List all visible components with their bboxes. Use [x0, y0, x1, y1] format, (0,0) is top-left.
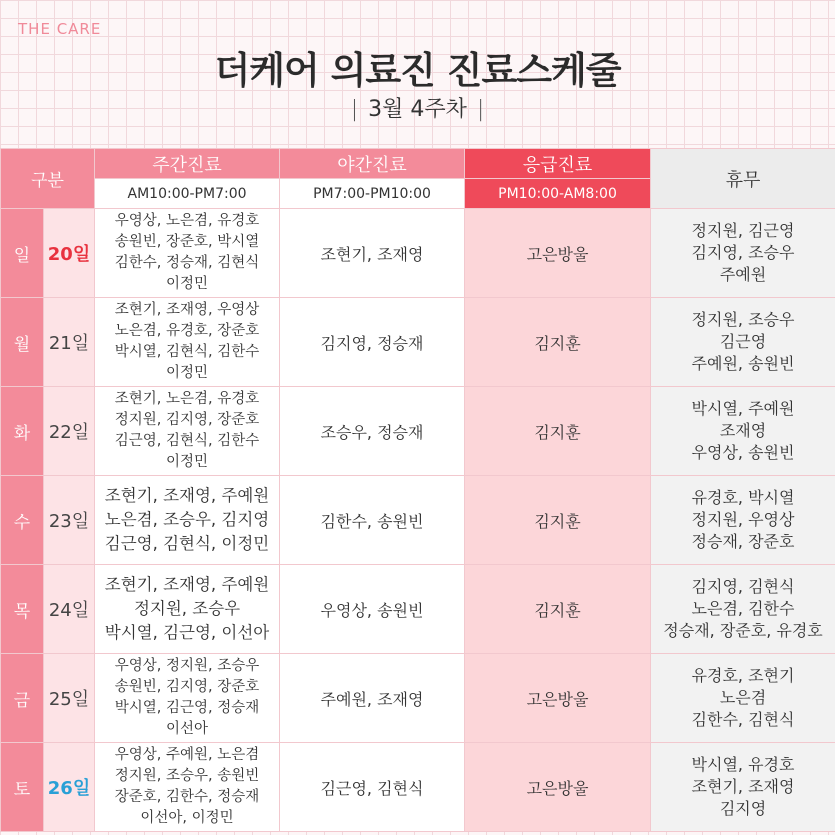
header-emergency-shift: 응급진료	[465, 149, 651, 179]
emergency-shift-cell: 고은방울	[465, 654, 651, 743]
staff-line: 김근영, 김현식, 김한수	[114, 433, 260, 449]
off-duty-cell	[651, 476, 835, 565]
staff-line: 이선아, 이정민	[140, 810, 234, 826]
weekday-cell: 일	[1, 209, 44, 298]
night-shift-cell: 조현기, 조재영	[280, 209, 465, 298]
date-cell: 21일	[44, 298, 95, 387]
staff-line: 송원빈, 장준호, 박시열	[114, 234, 260, 250]
emergency-shift-hours: PM10:00-AM8:00	[465, 179, 651, 209]
night-shift-cell: 김지영, 정승재	[280, 298, 465, 387]
staff-line: 김지영, 김현식	[691, 577, 795, 596]
schedule-table	[0, 148, 835, 832]
staff-line: 정승재, 장준호, 유경호	[663, 621, 823, 640]
schedule-row	[1, 298, 835, 387]
staff-line: 박시열, 김근영, 정승재	[114, 700, 260, 716]
day-shift-cell	[95, 387, 280, 476]
staff-line: 이정민	[166, 276, 209, 292]
day-shift-cell	[95, 209, 280, 298]
date-cell: 24일	[44, 565, 95, 654]
day-shift-hours: AM10:00-PM7:00	[95, 179, 280, 209]
day-shift-cell	[95, 565, 280, 654]
staff-line: 박시열, 주예원	[691, 399, 795, 418]
header-day-shift: 주간진료	[95, 149, 280, 179]
staff-line: 우영상, 주예원, 노은겸	[114, 747, 260, 763]
staff-line: 유경호, 조현기	[691, 666, 795, 685]
staff-line: 정지원, 우영상	[691, 510, 795, 529]
staff-line: 정지원, 김근영	[691, 221, 795, 240]
staff-line: 이정민	[166, 454, 209, 470]
weekday-cell: 금	[1, 654, 44, 743]
staff-line: 우영상, 노은겸, 유경호	[114, 213, 260, 229]
page-title: 더케어 의료진 진료스케줄	[214, 49, 621, 92]
staff-line: 조재영	[719, 421, 767, 440]
emergency-shift-cell: 고은방울	[465, 209, 651, 298]
staff-line: 박시열, 김현식, 김한수	[114, 344, 260, 360]
date-cell: 23일	[44, 476, 95, 565]
emergency-shift-cell: 김지훈	[465, 565, 651, 654]
date-cell: 22일	[44, 387, 95, 476]
off-duty-cell	[651, 387, 835, 476]
staff-line: 유경호, 박시열	[691, 488, 795, 507]
emergency-shift-cell: 김지훈	[465, 387, 651, 476]
date-cell: 20일	[44, 209, 95, 298]
night-shift-hours: PM7:00-PM10:00	[280, 179, 465, 209]
staff-line: 정지원, 조승우	[133, 599, 241, 618]
staff-line: 김근영	[719, 332, 767, 351]
off-duty-cell	[651, 654, 835, 743]
weekday-cell: 수	[1, 476, 44, 565]
staff-line: 장준호, 김한수, 정승재	[114, 789, 260, 805]
off-duty-cell	[651, 298, 835, 387]
schedule-row	[1, 476, 835, 565]
staff-line: 박시열, 유경호	[691, 755, 795, 774]
staff-line: 김한수, 김현식	[691, 710, 795, 729]
day-shift-cell	[95, 476, 280, 565]
staff-line: 우영상, 송원빈	[691, 443, 795, 462]
staff-line: 노은겸	[719, 688, 767, 707]
day-shift-cell	[95, 298, 280, 387]
day-shift-cell	[95, 654, 280, 743]
divider-right: |	[476, 97, 485, 122]
schedule-row	[1, 209, 835, 298]
staff-line: 노은겸, 유경호, 장준호	[114, 323, 260, 339]
day-shift-cell	[95, 743, 280, 832]
divider-left: |	[350, 97, 359, 122]
staff-line: 조현기, 노은겸, 유경호	[114, 391, 260, 407]
staff-line: 조현기, 조재영, 주예원	[104, 575, 270, 594]
staff-line: 송원빈, 김지영, 장준호	[114, 679, 260, 695]
weekday-cell: 월	[1, 298, 44, 387]
weekday-cell: 토	[1, 743, 44, 832]
staff-line: 김근영, 김현식, 이정민	[104, 534, 270, 553]
staff-line: 정승재, 장준호	[691, 532, 795, 551]
off-duty-cell	[651, 209, 835, 298]
weekday-cell: 화	[1, 387, 44, 476]
off-duty-cell	[651, 743, 835, 832]
off-duty-cell	[651, 565, 835, 654]
date-cell: 25일	[44, 654, 95, 743]
staff-line: 정지원, 조승우	[691, 310, 795, 329]
schedule-row	[1, 654, 835, 743]
night-shift-cell: 주예원, 조재영	[280, 654, 465, 743]
week-label: 3월 4주차	[368, 97, 467, 122]
brand-logo-text: THE CARE	[18, 20, 102, 38]
night-shift-cell: 조승우, 정승재	[280, 387, 465, 476]
staff-line: 김한수, 정승재, 김현식	[114, 255, 260, 271]
header-night-shift: 야간진료	[280, 149, 465, 179]
emergency-shift-cell: 고은방울	[465, 743, 651, 832]
staff-line: 조현기, 조재영	[691, 777, 795, 796]
header-gubun: 구분	[1, 149, 95, 209]
staff-line: 노은겸, 김한수	[691, 599, 795, 618]
schedule-row	[1, 743, 835, 832]
staff-line: 이선아	[166, 721, 209, 737]
staff-line: 김지영, 조승우	[691, 243, 795, 262]
schedule-row	[1, 565, 835, 654]
night-shift-cell: 김근영, 김현식	[280, 743, 465, 832]
night-shift-cell: 김한수, 송원빈	[280, 476, 465, 565]
staff-line: 정지원, 김지영, 장준호	[114, 412, 260, 428]
night-shift-cell: 우영상, 송원빈	[280, 565, 465, 654]
emergency-shift-cell: 김지훈	[465, 298, 651, 387]
page-subtitle	[0, 92, 835, 123]
staff-line: 박시열, 김근영, 이선아	[104, 623, 270, 642]
staff-line: 주예원	[719, 265, 767, 284]
staff-line: 조현기, 조재영, 우영상	[114, 302, 260, 318]
staff-line: 정지원, 조승우, 송원빈	[114, 768, 260, 784]
staff-line: 이정민	[166, 365, 209, 381]
staff-line: 주예원, 송원빈	[691, 354, 795, 373]
date-cell: 26일	[44, 743, 95, 832]
staff-line: 노은겸, 조승우, 김지영	[104, 510, 270, 529]
schedule-row	[1, 387, 835, 476]
schedule-body	[1, 209, 835, 832]
header-off-duty: 휴무	[651, 149, 835, 209]
staff-line: 조현기, 조재영, 주예원	[104, 486, 270, 505]
staff-line: 김지영	[719, 799, 767, 818]
emergency-shift-cell: 김지훈	[465, 476, 651, 565]
staff-line: 우영상, 정지원, 조승우	[114, 658, 260, 674]
weekday-cell: 목	[1, 565, 44, 654]
